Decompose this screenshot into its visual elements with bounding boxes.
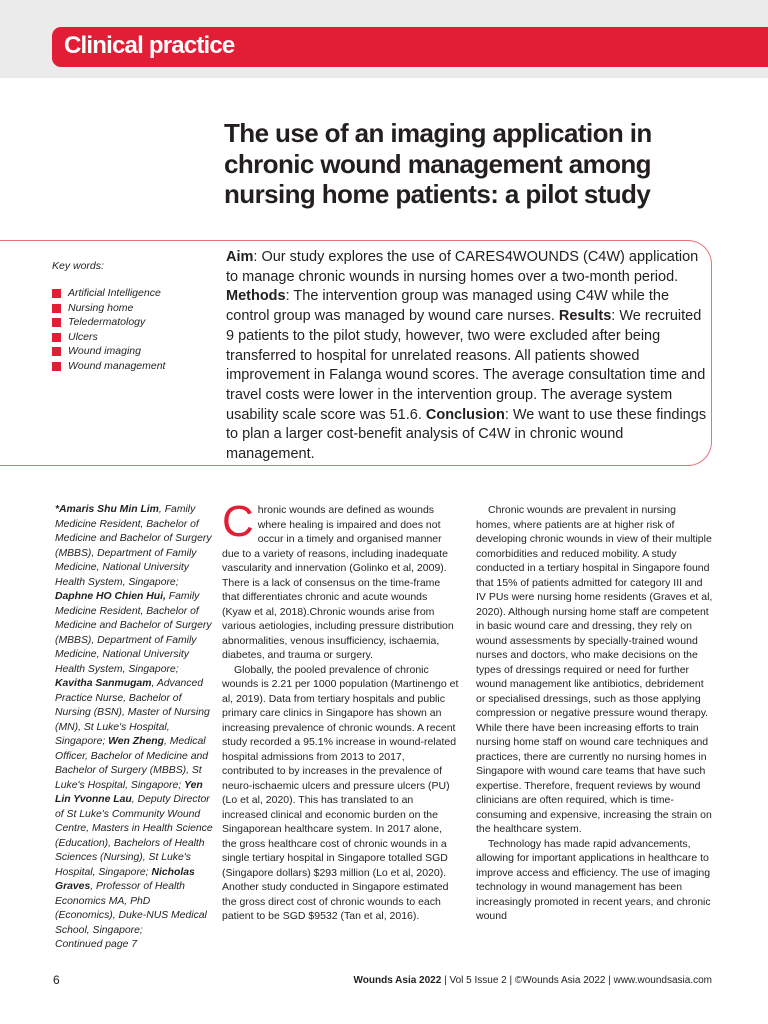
body-column-2 — [222, 497, 459, 924]
body-text: hronic wounds are defined as wounds where healing is impaired and does not occur in a timely and organised manner due to a variety of reasons, including inadequate vascularity and innervation (Golinko et al, 2009). There is a lack of consensus on the time-frame that differentiates chronic and acute wounds (Kyaw et al, 2018).Chronic wounds arise from various aetiologies, including pressure distribution abnormalities, venous insufficiency, ischaemia, diabetes, and trauma or surgery. — [222, 504, 454, 661]
body-paragraph: Technology has made rapid advancements, allowing for important applications in healthcare to improve access and efficiency. The use of imaging technology in wound management has been increasingly promoted in recent years, and chronic wound — [476, 837, 711, 922]
methods-label: Methods — [226, 288, 286, 305]
author-affiliations — [55, 503, 213, 953]
conclusion-label: Conclusion — [425, 406, 505, 423]
article-title: The use of an imaging application in chronic wound management among nursing home patients: a pilot study — [224, 118, 652, 209]
keywords-heading: Key words: — [52, 260, 104, 272]
results-label: Results — [558, 308, 612, 325]
abstract — [226, 248, 712, 465]
author-details: , Advanced Practice Nurse, Bachelor of Nursing (BSN), Master of Nursing (MN), St Luke's Hospital, Singapore; — [55, 678, 210, 747]
keyword-item: Nursing home — [52, 301, 222, 316]
footer-credit — [354, 975, 713, 986]
body-paragraph — [222, 497, 459, 663]
keyword-item: Artificial Intelligence — [52, 286, 222, 301]
author-details: , Medical Officer, Bachelor of Medicine and Bachelor of Surgery (MBBS), St Luke's Hospital, Singapore; — [55, 736, 209, 791]
keywords-list — [52, 286, 222, 374]
author-details: , Deputy Director of St Luke's Community Wound Centre, Masters in Health Science (Education), Bachelors of Health Sciences (Nursing), St Luke's Hospital, Singapore; — [55, 794, 213, 878]
page-number: 6 — [53, 973, 60, 987]
issue-info: | Vol 5 Issue 2 | ©Wounds Asia 2022 | www.woundsasia.com — [441, 975, 712, 986]
author-name: Kavitha Sanmugam — [55, 678, 152, 689]
continued-note: Continued page 7 — [55, 939, 138, 950]
author-name: Yen Lin Yvonne Lau — [55, 779, 203, 805]
keyword-item: Wound imaging — [52, 344, 222, 359]
author-details: , Family Medicine Resident, Bachelor of Medicine and Bachelor of Surgery (MBBS), Department of Family Medicine, National University Health System, Singapore; — [55, 504, 212, 588]
keywords-box — [52, 260, 222, 374]
keyword-item: Teledermatology — [52, 315, 222, 330]
author-name: Nicholas Graves — [55, 866, 195, 892]
author-details: Family Medicine Resident, Bachelor of Medicine and Bachelor of Surgery (MBBS), Department of Family Medicine, National University Health System, Singapore; — [55, 591, 212, 675]
body-paragraph: Globally, the pooled prevalence of chronic wounds is 2.21 per 1000 population (Martinengo et al, 2019). Data from tertiary hospitals and public primary care clinics in Singapore has shown an increasing prevalence of chronic wounds. A recent study recorded a 95.1% increase in wound-related hospital admissions from 2013 to 2017, contributed to by increases in the prevalence of neuro-ischaemic ulcers and pressure ulcers (PU) (Lo et al, 2020). This has translated to an increased clinical and economic burden on the Singaporean healthcare system. In 2017 alone, the gross healthcare cost of chronic wounds in a single tertiary hospital in Singapore totalled SGD (Singapore dollars) $293 million (Lo et al, 2020). Another study conducted in Singapore estimated the gross direct cost of chronic wounds to each patient to be SGD $9532 (Tan et al, 2016). — [222, 663, 459, 922]
drop-cap: C — [222, 497, 254, 546]
section-label: Clinical practice — [64, 32, 235, 59]
author-name: Wen Zheng — [108, 736, 164, 747]
author-name: *Amaris Shu Min Lim — [55, 504, 159, 515]
aim-text: : Our study explores the use of CARES4WOUNDS (C4W) application to manage chronic wounds in nursing homes over a two-month period. — [226, 249, 699, 285]
conclusion-text: : We want to use these findings to plan a larger cost-benefit analysis of C4W in chronic wound management. — [226, 406, 707, 463]
author-details: , Professor of Health Economics MA, PhD (Economics), Duke-NUS Medical School, Singapore; — [55, 881, 207, 936]
author-name: Daphne HO Chien Hui, — [55, 591, 166, 602]
body-paragraph: Chronic wounds are prevalent in nursing homes, where patients are at higher risk of developing chronic wounds in view of their multiple comorbidities and reduced mobility. A study conducted in a tertiary hospital in Singapore found that 15% of patients admitted for category III and IV PUs were nursing home residents (Graves et al, 2020). Although nursing home staff are competent in basic wound care and dressing, they rely on wound assessments by specially-trained wound nurses and doctors, who make decisions on the types of dressings required or need for further wound management like antibiotics, debridement or specialised dressings, such as those applying compression or negative pressure wound therapy. While there have been increasing efforts to train nursing home staff on wound care techniques and practices, there are currently no nursing homes in Singapore with wound care teams that have such expertise. Therefore, frequent reviews by wound clinicians are often required, which is time-consuming and expensive, increasing the strain on the healthcare system. — [476, 504, 713, 835]
section-tab — [52, 27, 768, 67]
methods-text: : The intervention group was managed using C4W while the control group was managed by wound care nurses. — [226, 288, 670, 325]
journal-name: Wounds Asia 2022 — [353, 975, 442, 986]
keyword-item: Wound management — [52, 359, 222, 374]
results-text: : We recruited 9 patients to the pilot study, however, two were excluded after being transferred to hospital for unrelated reasons. All patients showed improvement in Falanga wound scores. The average consultation time and travel costs were lower in the intervention group. The average system usability scale score was 51.6. — [226, 308, 706, 423]
keyword-item: Ulcers — [52, 330, 222, 345]
aim-label: Aim — [226, 249, 254, 265]
body-column-3 — [476, 503, 713, 924]
